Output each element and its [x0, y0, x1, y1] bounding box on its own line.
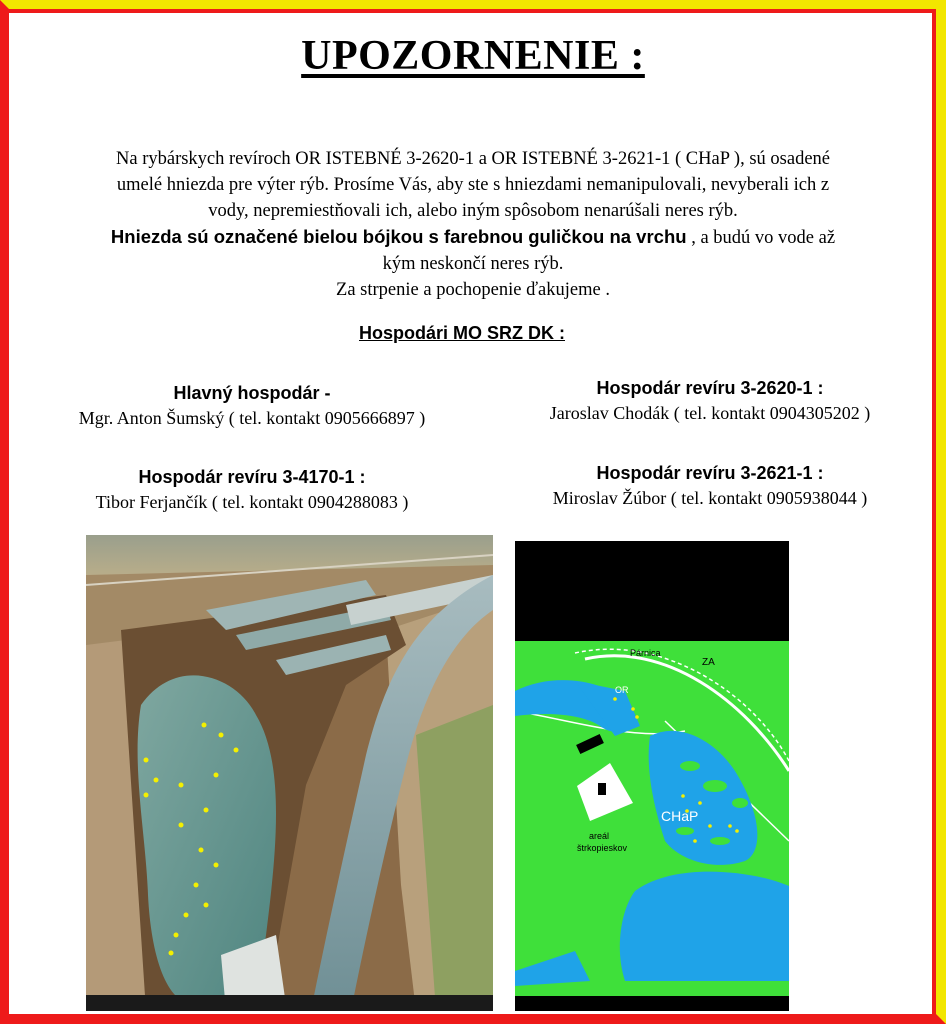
map-label-parnica: Párnica — [630, 648, 661, 658]
contact-revir-2620 — [480, 376, 940, 426]
managers-heading: Hospodári MO SRZ DK : — [359, 323, 565, 343]
notice-line-1: Na rybárskych revíroch OR ISTEBNÉ 3-2620-1 a OR ISTEBNÉ 3-2621-1 ( CHaP ), sú osadené — [116, 149, 830, 169]
frame-inner-top — [9, 9, 936, 13]
map-label-or: OR — [615, 685, 629, 695]
notice-paragraph — [40, 146, 906, 303]
map-label-strkopieskov: štrkopieskov — [577, 843, 628, 853]
aerial-photo — [86, 535, 493, 1011]
notice-line-4-rest: , a budú vo vode až — [686, 228, 836, 248]
frame-inner-right — [932, 9, 936, 1014]
contact-name: Tibor Ferjančík ( tel. kontakt 0904288083 ) — [95, 492, 409, 512]
notice-line-6: Za strpenie a pochopenie ďakujeme . — [336, 280, 610, 300]
notice-bold-text: Hniezda sú označené bielou bójkou s farebnou guličkou na vrchu — [110, 226, 687, 247]
map-label-areal: areál — [589, 831, 610, 841]
contact-role: Hospodár revíru 3-2621-1 : — [596, 463, 824, 483]
contact-role: Hospodár revíru 3-4170-1 : — [138, 467, 366, 487]
notice-line-4 — [40, 224, 906, 251]
location-map — [515, 541, 789, 1011]
contact-name: Miroslav Žúbor ( tel. kontakt 0905938044 ) — [552, 488, 868, 508]
page-title: UPOZORNENIE : — [301, 33, 645, 79]
contact-revir-4170 — [22, 465, 482, 515]
notice-line-5: kým neskončí neres rýb. — [382, 254, 564, 274]
contact-revir-2621 — [480, 461, 940, 511]
notice-line-3: vody, nepremiestňovali ich, alebo iným spôsobom nenarúšali neres rýb. — [208, 201, 738, 221]
contact-name: Mgr. Anton Šumský ( tel. kontakt 0905666897 ) — [78, 408, 426, 428]
contact-name: Jaroslav Chodák ( tel. kontakt 0904305202 ) — [549, 403, 871, 423]
contact-role: Hospodár revíru 3-2620-1 : — [596, 378, 824, 398]
map-label-chap: CHaP — [661, 808, 699, 824]
contact-head-manager — [22, 381, 482, 431]
map-label-za: ZA — [702, 657, 715, 668]
notice-line-2: umelé hniezda pre výter rýb. Prosíme Vás, aby ste s hniezdami nemanipulovali, nevyberali ich z — [116, 175, 830, 195]
contact-role: Hlavný hospodár - — [173, 383, 331, 403]
